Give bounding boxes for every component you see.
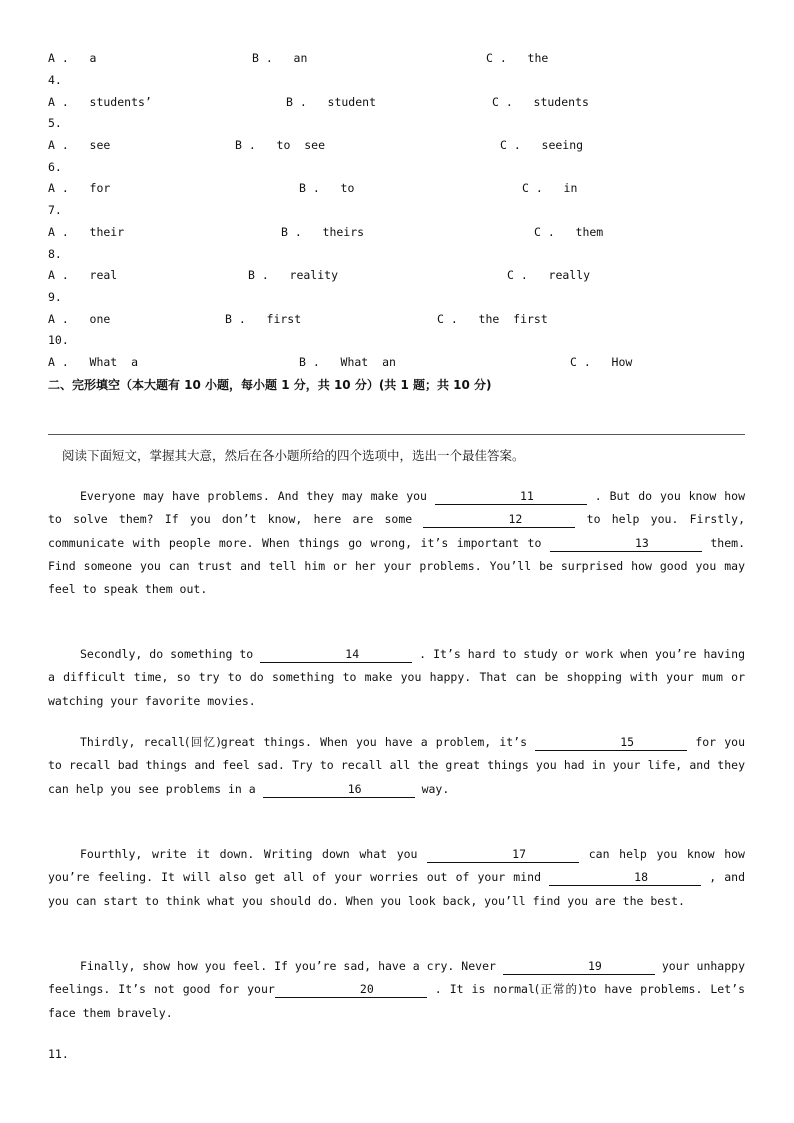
blank-20[interactable]: 20 [275, 982, 427, 998]
passage-text: for you to recall bad things and feel sad. Try to recall all the great things you had in your life, and they can help you see problems in a [48, 735, 746, 796]
blank-19[interactable]: 19 [503, 959, 655, 975]
option-a[interactable]: A . real [48, 268, 118, 282]
option-b[interactable]: B . first [225, 312, 302, 326]
passage-text: , and you can start to think what you should do. When you look back, you’ll find you are the best. [48, 870, 746, 908]
passage-paragraph-1 [48, 485, 745, 601]
option-a[interactable]: A . for [48, 181, 111, 195]
question-number: 5. [48, 116, 62, 130]
question-number: 10. [48, 333, 69, 347]
option-c[interactable]: C . students [492, 95, 589, 109]
option-b[interactable]: B . theirs [281, 225, 365, 239]
passage-text: Thirdly, recall [80, 735, 186, 749]
blank-18[interactable]: 18 [549, 870, 701, 886]
passage-paragraph-4 [48, 843, 745, 913]
blank-11[interactable]: 11 [435, 489, 587, 505]
passage-text: way. [414, 781, 450, 796]
passage-text: . But do you know how to solve them? If you don’t know, here are some [48, 489, 745, 527]
option-b[interactable]: B . reality [248, 268, 339, 282]
option-c[interactable]: C . them [534, 225, 604, 239]
option-a[interactable]: A . students’ [48, 95, 152, 109]
passage-text: Everyone may have problems. And they may make you [80, 489, 435, 503]
blank-15[interactable]: 15 [535, 735, 687, 751]
instructions: 阅读下面短文，掌握其大意，然后在各小题所给的四个选项中，选出一个最佳答案。 [62, 448, 525, 463]
option-b[interactable]: B . to see [235, 138, 326, 152]
passage-text: Finally, show how you feel. If you’re sad, have a cry. Never [80, 959, 503, 973]
passage-text: your unhappy feelings. It’s not good for your [48, 959, 745, 997]
blank-17[interactable]: 17 [427, 847, 579, 863]
passage-paragraph-2 [48, 643, 745, 713]
option-c[interactable]: C . really [507, 268, 591, 282]
section-heading: 二、完形填空（本大题有 10 小题，每小题 1 分，共 10 分）(共 1 题；共 10 分) [48, 378, 492, 392]
gloss: (回忆) [185, 735, 221, 749]
passage-paragraph-5 [48, 955, 745, 1025]
option-a[interactable]: A . one [48, 312, 111, 326]
option-c[interactable]: C . How [570, 355, 633, 369]
passage-text: to help you. Firstly, communicate with people more. When things go wrong, it’s important to [48, 512, 745, 550]
question-number: 7. [48, 203, 62, 217]
blank-12[interactable]: 12 [423, 512, 575, 528]
option-b[interactable]: B . What an [299, 355, 396, 369]
blank-13[interactable]: 13 [550, 536, 702, 552]
passage-paragraph-3 [48, 731, 745, 801]
option-a[interactable]: A . What a [48, 355, 139, 369]
passage-text: Secondly, do something to [80, 647, 261, 661]
passage-text: to have problems. Let’s face them bravely. [48, 982, 745, 1020]
question-number: 4. [48, 73, 62, 87]
question-number: 8. [48, 247, 62, 261]
option-a[interactable]: A . see [48, 138, 111, 152]
option-c[interactable]: C . the first [437, 312, 548, 326]
passage-text: . It’s hard to study or work when you’re having a difficult time, so try to do something to make you happy. That can be shopping with your mum or watching your favorite movies. [48, 647, 745, 708]
passage-text: great things. When you have a problem, it’s [220, 735, 536, 749]
passage-text: . It is normal [426, 982, 535, 997]
option-c[interactable]: C . seeing [500, 138, 584, 152]
option-c[interactable]: C . the [486, 51, 549, 65]
passage-text: Fourthly, write it down. Writing down what you [80, 847, 428, 861]
blank-14[interactable]: 14 [260, 647, 412, 663]
gloss: (正常的) [534, 982, 583, 997]
question-number: 6. [48, 160, 62, 174]
passage-text: can help you know how you’re feeling. It will also get all of your worries out of your mind [48, 847, 745, 885]
question-number: 9. [48, 290, 62, 304]
option-b[interactable]: B . to [299, 181, 355, 195]
option-b[interactable]: B . an [252, 51, 308, 65]
option-c[interactable]: C . in [522, 181, 578, 195]
option-a[interactable]: A . their [48, 225, 125, 239]
divider [48, 434, 745, 435]
option-b[interactable]: B . student [286, 95, 377, 109]
passage-text: them. Find someone you can trust and tell him or her your problems. You’ll be surprised how good you may feel to speak them out. [48, 535, 745, 597]
question-number: 11. [48, 1047, 69, 1061]
blank-16[interactable]: 16 [263, 782, 415, 798]
option-a[interactable]: A . a [48, 51, 97, 65]
